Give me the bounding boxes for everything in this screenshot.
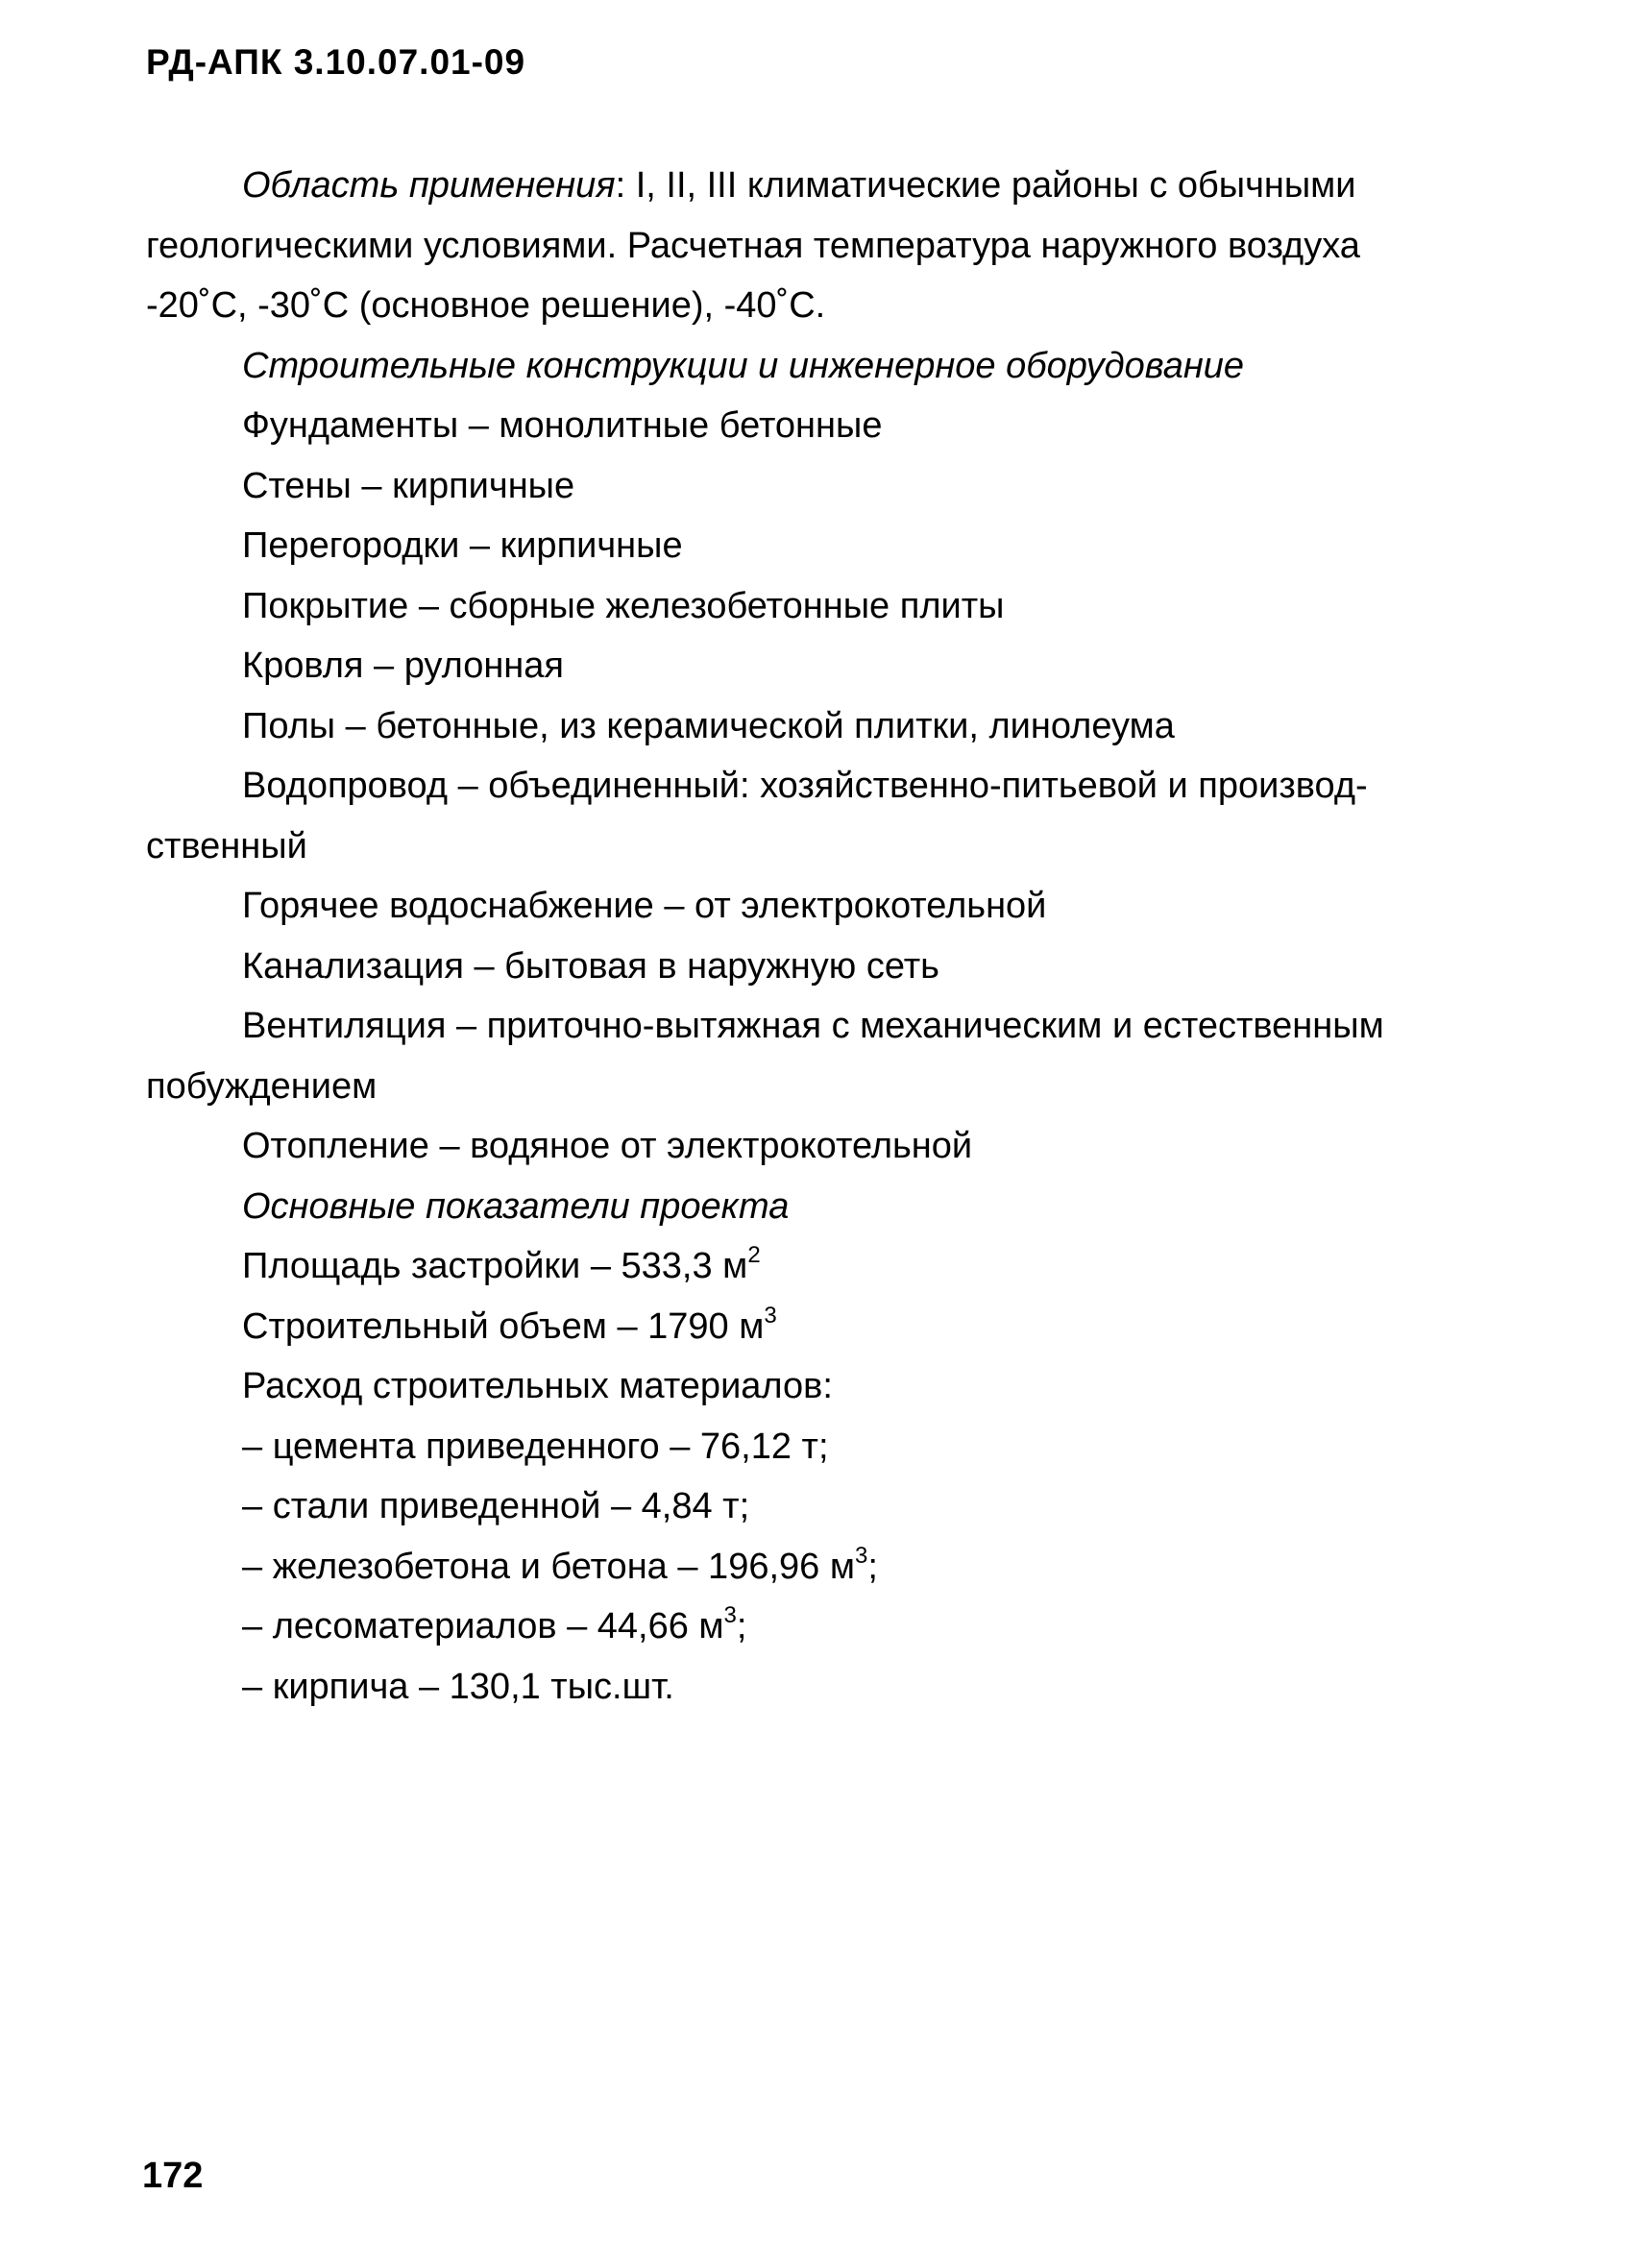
item-covering: Покрытие – сборные железобетонные плиты [242,585,1005,626]
scope-text: : I, II, III климатические районы с обычными [615,165,1356,206]
item-sewerage: Канализация – бытовая в наружную сеть [242,945,939,987]
material-steel: – стали приведенной – 4,84 т; [242,1486,750,1526]
section-title-indicators: Основные показатели проекта [242,1185,790,1227]
item-heating: Отопление – водяное от электрокотельной [242,1126,973,1166]
item-hot-water: Горячее водоснабжение – от электрокотельной [242,886,1047,926]
item-built-area [146,1236,1491,1297]
item-volume [146,1297,1491,1357]
scope-paragraph-line-2: геологическими условиями. Расчетная температура наружного воздуха [146,225,1360,266]
materials-title: Расход строительных материалов: [242,1366,833,1406]
document-code-header: РД-АПК 3.10.07.01-09 [146,42,526,82]
item-ventilation-line-1: Вентиляция – приточно-вытяжная с механическим и естественным [242,1006,1384,1046]
document-body [146,156,1491,1717]
timber-superscript: 3 [723,1602,737,1629]
concrete-text: – железобетона и бетона – 196,96 м [242,1546,855,1587]
volume-text: Строительный объем – 1790 м [242,1305,765,1347]
concrete-superscript: 3 [854,1542,868,1569]
scope-paragraph-line-3: -20˚С, -30˚С (основное решение), -40˚С. [146,285,826,326]
scope-paragraph-line-1 [146,156,1491,216]
material-bricks: – кирпича – 130,1 тыс.шт. [242,1666,674,1707]
item-roofing: Кровля – рулонная [242,646,565,686]
page-number: 172 [142,2156,204,2196]
item-floors: Полы – бетонные, из керамической плитки, линолеума [242,705,1175,746]
item-walls: Стены – кирпичные [242,465,575,506]
item-partitions: Перегородки – кирпичные [242,525,683,566]
built-area-superscript: 2 [747,1242,761,1269]
item-water-supply-line-1: Водопровод – объединенный: хозяйственно-питьевой и производ- [242,766,1368,806]
section-title-constructions: Строительные конструкции и инженерное оборудование [242,345,1245,386]
timber-text: – лесоматериалов – 44,66 м [242,1606,724,1646]
item-water-supply-line-2: ственный [146,825,307,866]
scope-label: Область применения [242,165,616,206]
material-timber [146,1597,1491,1657]
item-ventilation-line-2: побуждением [146,1065,378,1107]
volume-superscript: 3 [764,1302,777,1329]
concrete-end: ; [867,1546,878,1587]
timber-end: ; [736,1606,747,1646]
item-foundations: Фундаменты – монолитные бетонные [242,405,883,446]
material-cement: – цемента приведенного – 76,12 т; [242,1426,829,1467]
built-area-text: Площадь застройки – 533,3 м [242,1246,748,1286]
material-concrete [146,1537,1491,1597]
